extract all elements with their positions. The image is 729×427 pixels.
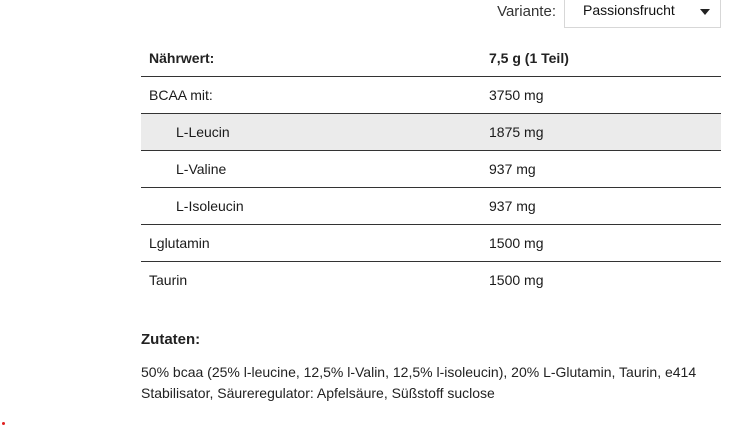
header-amount: 7,5 g (1 Teil) (489, 50, 569, 66)
table-row (141, 151, 721, 188)
nutrient-value: 1500 mg (489, 235, 544, 251)
nutrient-name: Taurin (149, 272, 188, 288)
nutrient-name: L-Valine (176, 161, 227, 177)
variant-label: Variante: (497, 3, 556, 20)
nutrient-name: Lglutamin (149, 235, 210, 251)
nutrient-value: 937 mg (489, 161, 536, 177)
chevron-down-icon (700, 9, 710, 15)
nutrient-value: 1500 mg (489, 272, 544, 288)
table-row (141, 225, 721, 262)
variant-dropdown[interactable] (564, 0, 721, 28)
ingredients-line: 50% bcaa (25% l-leucine, 12,5% l-Valin, 12,5% l-isoleucin), 20% L-Glutamin, Taurin, e414 (141, 364, 697, 380)
ingredients-heading: Zutaten: (141, 331, 201, 348)
table-row (141, 188, 721, 225)
table-row (141, 262, 721, 299)
ingredients-line: Stabilisator, Säureregulator: Apfelsäure, Süßstoff suclose (141, 385, 495, 401)
nutrient-name: BCAA mit: (149, 87, 213, 103)
nutrient-value: 3750 mg (489, 87, 544, 103)
variant-selected-value: Passionsfrucht (583, 1, 675, 18)
marker-dot (2, 422, 5, 425)
nutrient-name: L-Leucin (176, 124, 230, 140)
table-header-row (141, 40, 721, 77)
nutrient-value: 1875 mg (489, 124, 544, 140)
ingredients-text (141, 362, 726, 404)
table-row (141, 77, 721, 114)
variant-selector (497, 0, 721, 28)
nutrient-value: 937 mg (489, 198, 536, 214)
nutrient-name: L-Isoleucin (176, 198, 244, 214)
header-nutrient: Nährwert: (149, 50, 215, 66)
table-row (141, 114, 721, 151)
nutrition-table (141, 40, 721, 298)
